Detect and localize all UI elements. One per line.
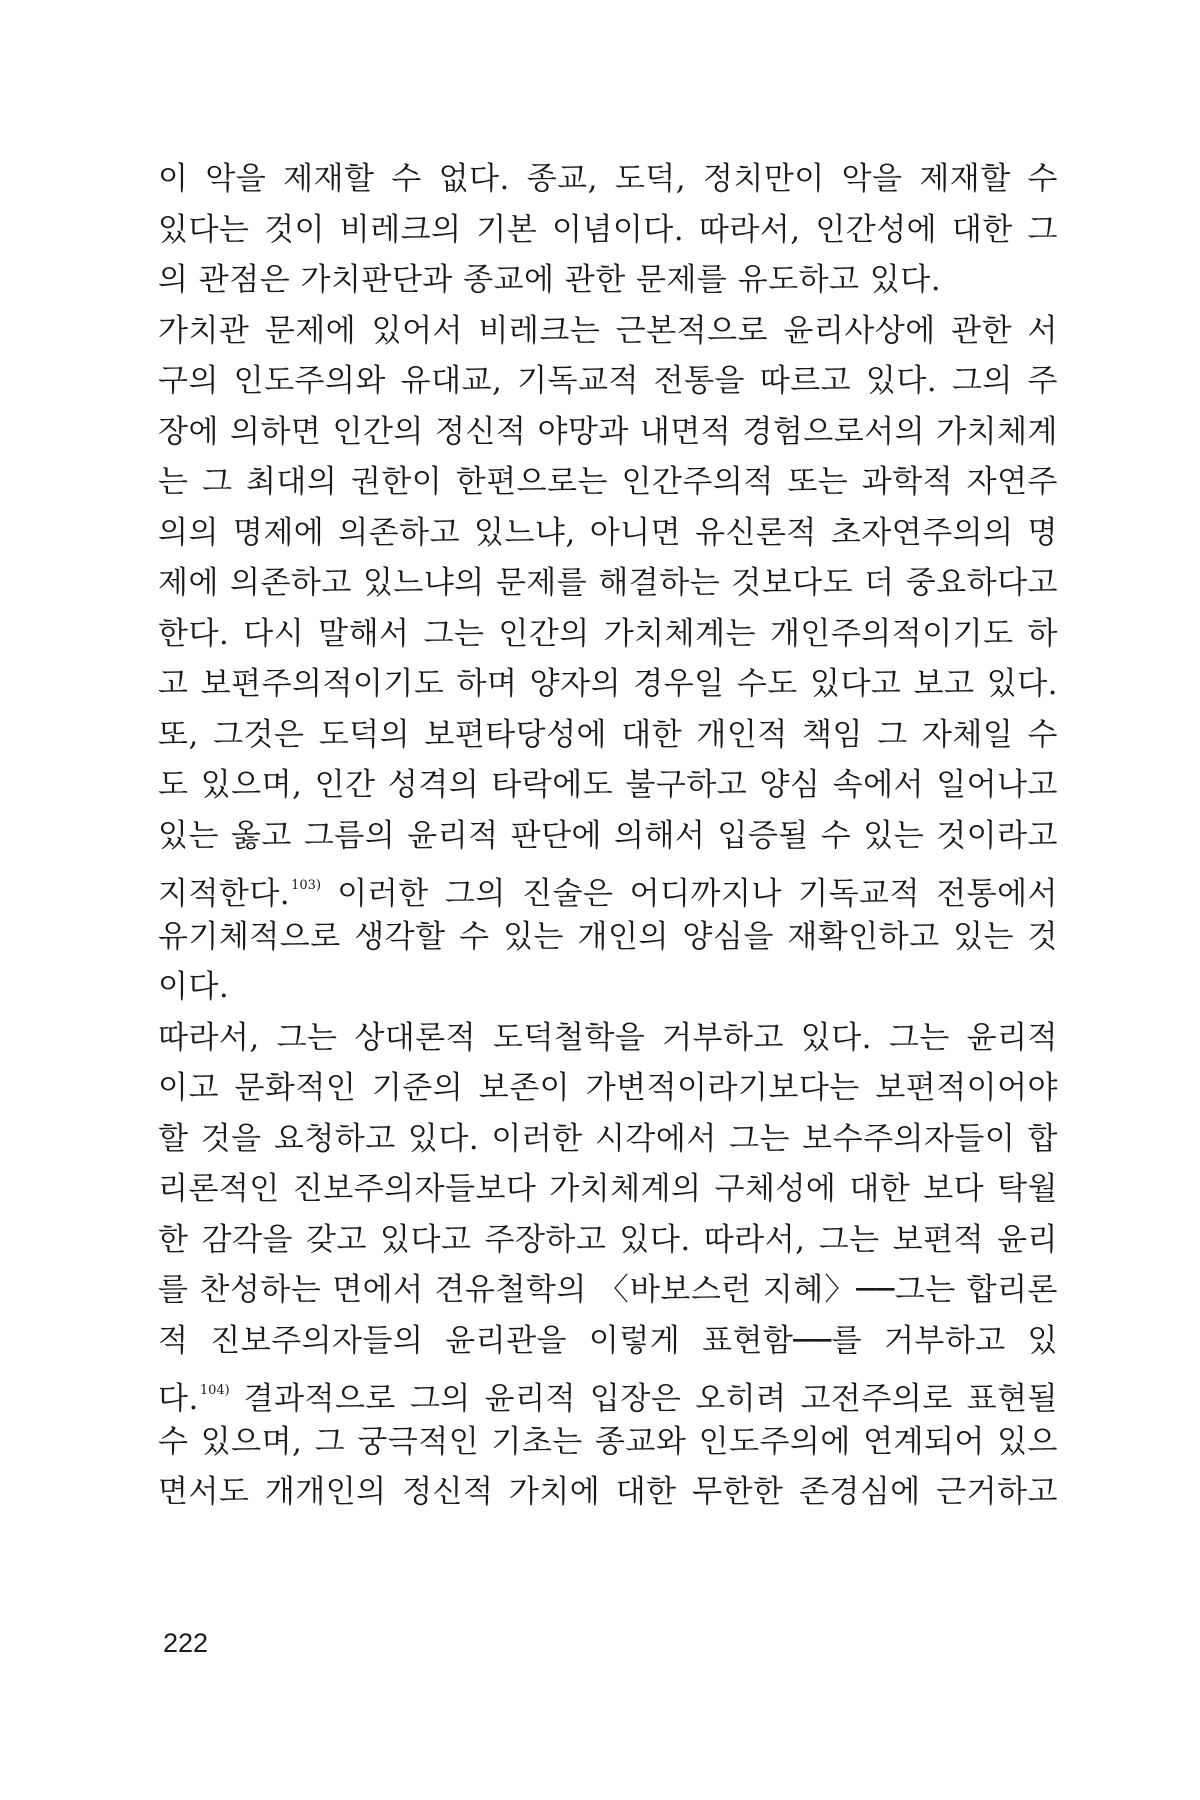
footnote-reference[interactable]: 103) (291, 878, 322, 893)
text-line: 있는 옳고 그름의 윤리적 판단에 의해서 입증될 수 있는 것이라고 (158, 817, 1058, 854)
text-line: 는 그 최대의 권한이 한편으로는 인간주의적 또는 과학적 자연주 (158, 464, 1058, 500)
page-body (158, 154, 1058, 1518)
text-line: 의의 명제에 의존하고 있느냐, 아니면 유신론적 초자연주의의 명 (158, 514, 1058, 551)
text-line: 있다는 것이 비레크의 기본 이념이다. 따라서, 인간성에 대한 그 (158, 211, 1058, 248)
text-line: 한 감각을 갖고 있다고 주장하고 있다. 따라서, 그는 보편적 윤리 (158, 1221, 1058, 1258)
text-line: 이다. (158, 969, 230, 1005)
text-line: 이 악을 제재할 수 없다. 종교, 도덕, 정치만이 악을 제재할 수 (158, 161, 1058, 197)
text-line: 리론적인 진보주의자들보다 가치체계의 구체성에 대한 보다 탁월 (158, 1171, 1058, 1207)
paragraph-2 (158, 306, 1058, 1013)
text-line: 면서도 개개인의 정신적 가치에 대한 무한한 존경심에 근거하고 (158, 1474, 1058, 1510)
text-line: 한다. 다시 말해서 그는 인간의 가치체계는 개인주의적이기도 하 (158, 615, 1058, 652)
paragraph-3 (158, 1013, 1058, 1518)
text-line: 의 관점은 가치판단과 종교에 관한 문제를 유도하고 있다. (158, 262, 942, 298)
text-line: 를 찬성하는 면에서 견유철학의 〈바보스런 지혜〉──그는 합리론 (158, 1272, 1058, 1308)
text-line: 수 있으며, 그 궁극적인 기초는 종교와 인도주의에 연계되어 있으 (158, 1423, 1058, 1460)
text-fragment: 지적한다. (158, 876, 291, 912)
footnote-reference[interactable]: 104) (199, 1383, 230, 1398)
text-line: 또, 그것은 도덕의 보편타당성에 대한 개인적 책임 그 자체일 수 (158, 716, 1058, 753)
text-line: 도 있으며, 인간 성격의 타락에도 불구하고 양심 속에서 일어나고 (158, 767, 1058, 803)
text-line-with-footnote (158, 861, 1058, 912)
text-line: 제에 의존하고 있느냐의 문제를 해결하는 것보다도 더 중요하다고 (158, 565, 1058, 601)
text-line: 적 진보주의자들의 윤리관을 이렇게 표현함──를 거부하고 있 (158, 1322, 1058, 1359)
paragraph-1 (158, 154, 1058, 306)
text-line: 이고 문화적인 기준의 보존이 가변적이라기보다는 보편적이어야 (158, 1070, 1058, 1106)
text-line: 할 것을 요청하고 있다. 이러한 시각에서 그는 보수주의자들이 합 (158, 1120, 1058, 1157)
text-line: 구의 인도주의와 유대교, 기독교적 전통을 따르고 있다. 그의 주 (158, 363, 1058, 399)
text-line: 따라서, 그는 상대론적 도덕철학을 거부하고 있다. 그는 윤리적 (158, 1019, 1058, 1056)
text-line-with-footnote (158, 1366, 1058, 1417)
text-fragment: 다. (158, 1381, 199, 1417)
text-line: 가치관 문제에 있어서 비레크는 근본적으로 윤리사상에 관한 서 (158, 312, 1058, 349)
text-fragment: 결과적으로 그의 윤리적 입장은 오히려 고전주의로 표현될 (229, 1381, 1058, 1417)
text-fragment: 이러한 그의 진술은 어디까지나 기독교적 전통에서 (321, 876, 1058, 912)
page-number: 222 (163, 1628, 209, 1658)
text-line: 유기체적으로 생각할 수 있는 개인의 양심을 재확인하고 있는 것 (158, 918, 1058, 955)
text-line: 고 보편주의적이기도 하며 양자의 경우일 수도 있다고 보고 있다. (158, 666, 1058, 702)
text-line: 장에 의하면 인간의 정신적 야망과 내면적 경험으로서의 가치체계 (158, 413, 1058, 450)
